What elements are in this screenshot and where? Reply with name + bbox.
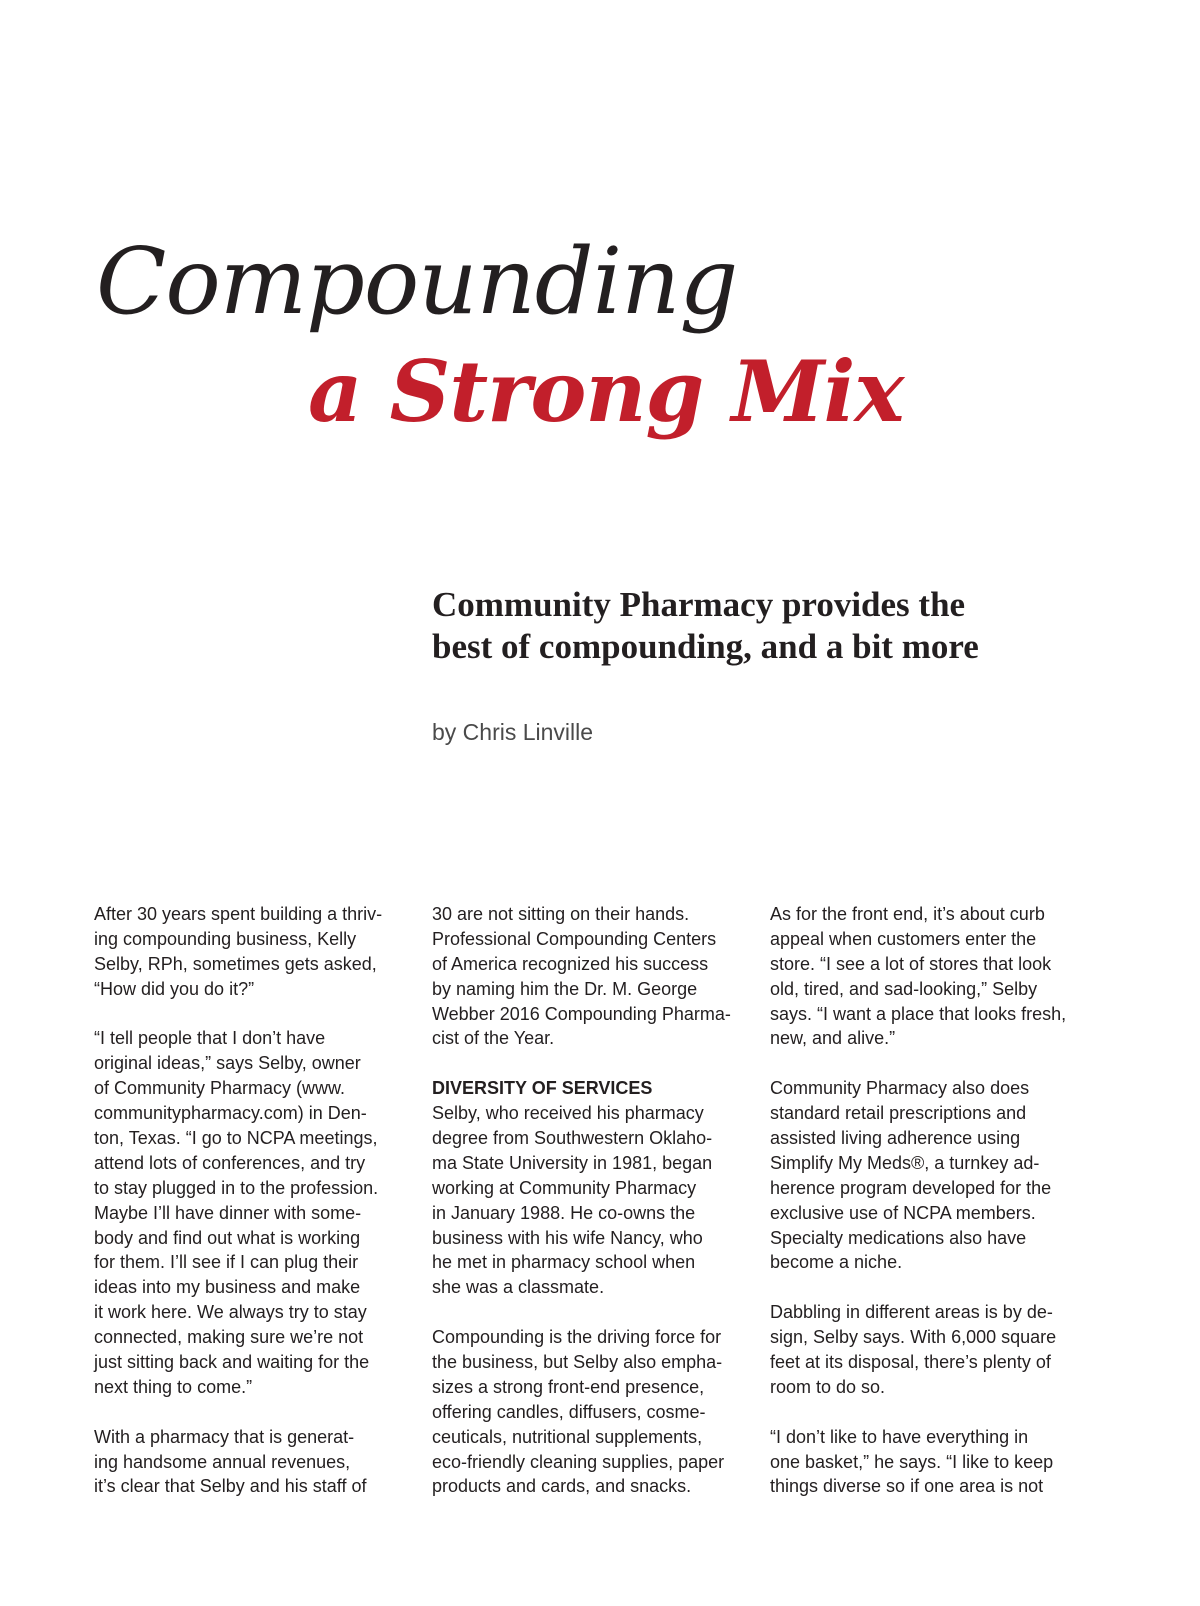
body-text-line: she was a classmate.	[432, 1277, 605, 1298]
body-text-line: assisted living adherence using	[770, 1128, 1021, 1149]
body-text-line: “How did you do it?”	[94, 978, 255, 999]
body-text-line: next thing to come.”	[94, 1376, 253, 1397]
body-text-line: Simplify My Meds®, a turnkey ad-	[770, 1152, 1040, 1173]
body-text-line: sizes a strong front-end presence,	[432, 1376, 705, 1397]
body-text-line: Professional Compounding Centers	[432, 928, 717, 949]
body-text-line: he met in pharmacy school when	[432, 1252, 696, 1273]
section-heading: DIVERSITY OF SERVICES	[432, 1078, 653, 1099]
body-text-line: says. “I want a place that looks fresh,	[770, 1003, 1067, 1024]
body-text-line: things diverse so if one area is not	[770, 1476, 1044, 1497]
article-title-line-1: Compounding	[96, 228, 738, 335]
paragraph-spacer	[94, 1400, 414, 1425]
body-text-line: degree from Southwestern Oklaho-	[432, 1128, 713, 1149]
body-text-line: old, tired, and sad-looking,” Selby	[770, 978, 1038, 999]
body-text-line: sign, Selby says. With 6,000 square	[770, 1327, 1057, 1348]
body-text-line: herence program developed for the	[770, 1177, 1052, 1198]
paragraph-spacer	[770, 1400, 1090, 1425]
body-text-line: products and cards, and snacks.	[432, 1476, 692, 1497]
body-text-line: As for the front end, it’s about curb	[770, 904, 1045, 924]
body-text-line: business with his wife Nancy, who	[432, 1227, 703, 1248]
paragraph-spacer	[94, 1002, 414, 1027]
body-text-line: Compounding is the driving force for	[432, 1327, 722, 1348]
body-text-line: Maybe I’ll have dinner with some-	[94, 1202, 362, 1223]
body-text-line: body and find out what is working	[94, 1227, 361, 1248]
body-text-line: working at Community Pharmacy	[432, 1177, 697, 1198]
body-text-line: cist of the Year.	[432, 1028, 555, 1049]
body-text-line: communitypharmacy.com) in Den-	[94, 1103, 367, 1124]
body-text-line: it’s clear that Selby and his staff of	[94, 1476, 367, 1497]
body-text-line: ceuticals, nutritional supplements,	[432, 1426, 703, 1447]
body-text-line: offering candles, diffusers, cosme-	[432, 1401, 706, 1422]
body-text-line: appeal when customers enter the	[770, 928, 1037, 949]
byline: by Chris Linville	[432, 719, 594, 745]
body-text-line: 30 are not sitting on their hands.	[432, 904, 690, 924]
article-subtitle	[432, 584, 1132, 668]
body-text-line: of America recognized his success	[432, 953, 709, 974]
body-text-line: ton, Texas. “I go to NCPA meetings,	[94, 1128, 378, 1149]
paragraph-spacer	[770, 1275, 1090, 1300]
body-column-1	[94, 902, 414, 1499]
body-text-line: store. “I see a lot of stores that look	[770, 953, 1052, 974]
body-text-line: After 30 years spent building a thriv-	[94, 904, 383, 924]
body-text-line: it work here. We always try to stay	[94, 1302, 367, 1323]
body-text-line: become a niche.	[770, 1252, 903, 1273]
body-text-line: With a pharmacy that is generat-	[94, 1426, 355, 1447]
body-text-line: new, and alive.”	[770, 1028, 896, 1049]
body-text-line: ma State University in 1981, began	[432, 1152, 713, 1173]
body-text-line: ideas into my business and make	[94, 1277, 361, 1298]
subtitle-line: Community Pharmacy provides the	[432, 585, 966, 624]
body-text-line: Selby, RPh, sometimes gets asked,	[94, 953, 377, 974]
body-text-line: Webber 2016 Compounding Pharma-	[432, 1003, 731, 1024]
body-text-line: room to do so.	[770, 1376, 886, 1397]
body-text-line: connected, making sure we’re not	[94, 1327, 364, 1348]
body-text-line: for them. I’ll see if I can plug their	[94, 1252, 359, 1273]
article-title-line-2: a Strong Mix	[308, 342, 904, 441]
body-text-line: standard retail prescriptions and	[770, 1103, 1027, 1124]
body-text-line: ing handsome annual revenues,	[94, 1451, 351, 1472]
body-text-line: “I don’t like to have everything in	[770, 1426, 1029, 1447]
body-column-3	[770, 902, 1090, 1499]
body-text-line: the business, but Selby also empha-	[432, 1352, 723, 1373]
paragraph-spacer	[770, 1051, 1090, 1076]
body-text-line: Selby, who received his pharmacy	[432, 1103, 704, 1124]
body-text-line: “I tell people that I don’t have	[94, 1028, 326, 1049]
body-text-line: Community Pharmacy also does	[770, 1078, 1030, 1099]
body-text-line: in January 1988. He co-owns the	[432, 1202, 696, 1223]
body-text-line: Specialty medications also have	[770, 1227, 1027, 1248]
body-column-2	[432, 902, 752, 1499]
body-text-line: attend lots of conferences, and try	[94, 1152, 366, 1173]
body-text-line: ing compounding business, Kelly	[94, 928, 357, 949]
body-text-line: feet at its disposal, there’s plenty of	[770, 1352, 1051, 1373]
subtitle-line: best of compounding, and a bit more	[432, 627, 979, 666]
body-text-line: of Community Pharmacy (www.	[94, 1078, 346, 1099]
body-text-line: to stay plugged in to the profession.	[94, 1177, 379, 1198]
body-text-line: just sitting back and waiting for the	[94, 1352, 370, 1373]
paragraph-spacer	[432, 1051, 752, 1076]
body-text-line: one basket,” he says. “I like to keep	[770, 1451, 1054, 1472]
body-text-line: original ideas,” says Selby, owner	[94, 1053, 361, 1074]
body-text-line: exclusive use of NCPA members.	[770, 1202, 1036, 1223]
body-text-line: by naming him the Dr. M. George	[432, 978, 698, 999]
body-text-line: Dabbling in different areas is by de-	[770, 1302, 1053, 1323]
paragraph-spacer	[432, 1300, 752, 1325]
body-text-line: eco-friendly cleaning supplies, paper	[432, 1451, 725, 1472]
